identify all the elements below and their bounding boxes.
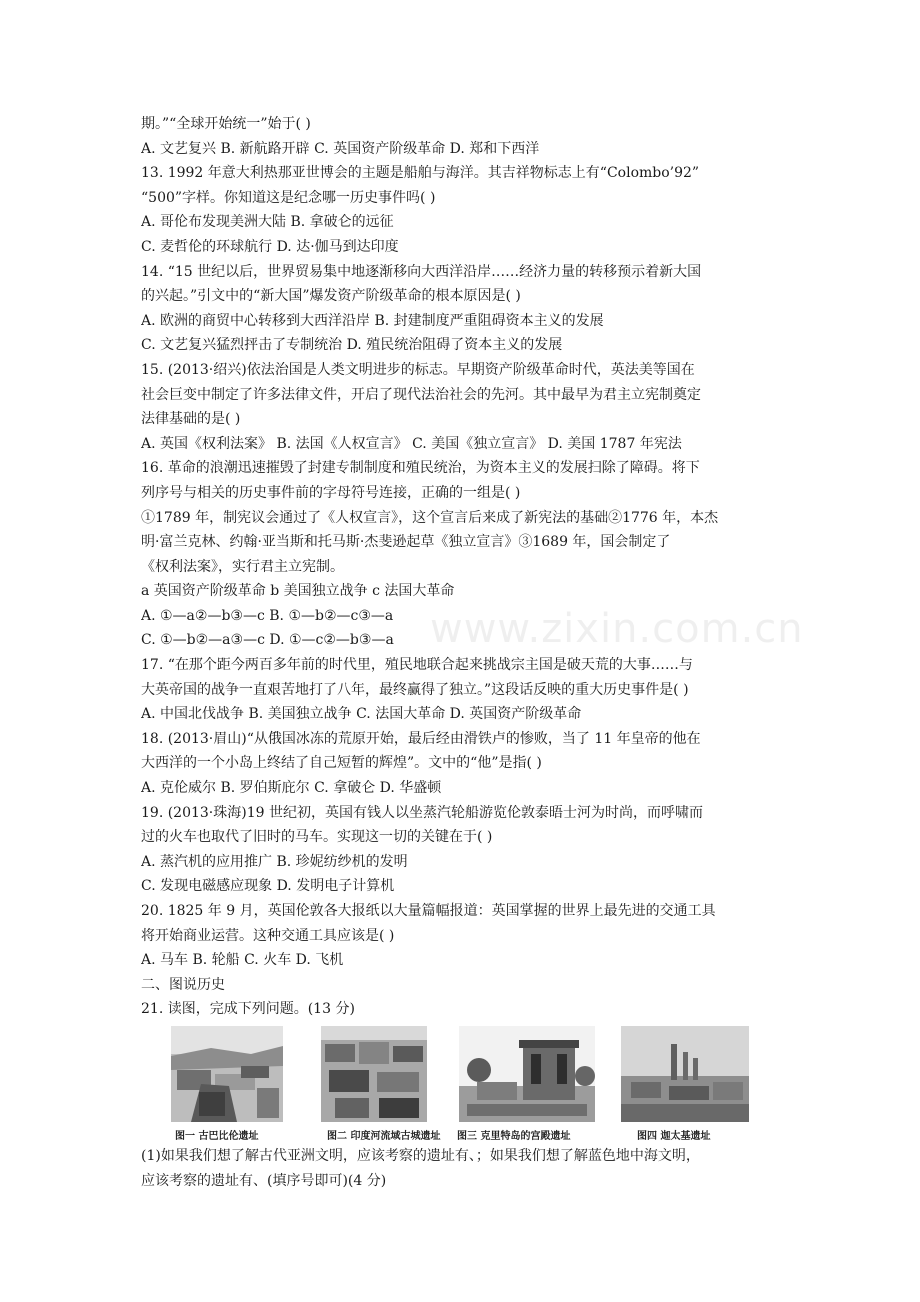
text-line: 社会巨变中制定了许多法律文件，开启了现代法治社会的先河。其中最早为君主立宪制奠定: [141, 386, 701, 403]
text-line: 18. (2013·眉山)“从俄国冰冻的荒原开始，最后经由滑铁卢的惨败，当了 11 年皇帝的他在: [141, 730, 701, 747]
text-line: A. 英国《权利法案》 B. 法国《人权宣言》 C. 美国《独立宣言》 D. 美国 1787 年宪法: [141, 435, 682, 452]
text-line: A. 蒸汽机的应用推广 B. 珍妮纺纱机的发明: [141, 853, 408, 870]
text-line: 期。”“全球开始统一”始于( ): [141, 116, 311, 132]
text-line: 14. “15 世纪以后，世界贸易集中地逐渐移向大西洋沿岸……经济力量的转移预示着新大国: [141, 263, 702, 280]
text-line: 过的火车也取代了旧时的马车。实现这一切的关键在于( ): [141, 829, 493, 846]
text-line: A. 哥伦布发现美洲大陆 B. 拿破仑的远征: [141, 214, 394, 231]
text-line: A. 文艺复兴 B. 新航路开辟 C. 英国资产阶级革命 D. 郑和下西洋: [141, 140, 540, 157]
text-line: 21. 读图，完成下列问题。(13 分): [141, 1001, 355, 1018]
text-line: A. 马车 B. 轮船 C. 火车 D. 飞机: [141, 952, 344, 969]
watermark: www.zixin.com.cn: [430, 606, 804, 652]
text-line: A. 欧洲的商贸中心转移到大西洋沿岸 B. 封建制度严重阻碍资本主义的发展: [141, 312, 604, 329]
subquestion-line: (1)如果我们想了解古代亚洲文明，应该考察的遗址有、；如果我们想了解蓝色地中海文明，: [141, 1147, 700, 1164]
subquestion-line: 应该考察的遗址有、(填序号即可)(4 分): [141, 1172, 387, 1189]
text-line: 法律基础的是( ): [141, 411, 241, 428]
text-line: C. 麦哲伦的环球航行 D. 达·伽马到达印度: [141, 238, 399, 255]
text-line: A. 中国北伐战争 B. 美国独立战争 C. 法国大革命 D. 英国资产阶级革命: [141, 706, 582, 723]
text-line: C. 发现电磁感应现象 D. 发明电子计算机: [141, 878, 395, 895]
text-line: “500”字样。你知道这是纪念哪一历史事件吗( ): [141, 189, 436, 206]
question-content: [141, 112, 791, 1193]
text-line: ①1789 年，制宪议会通过了《人权宣言》，这个宣言后来成了新宪法的基础②1776 年，本杰: [141, 509, 719, 526]
figure-4-image: [621, 1026, 749, 1122]
text-line: 16. 革命的浪潮迅速摧毁了封建专制制度和殖民统治，为资本主义的发展扫除了障碍。将下: [141, 460, 700, 477]
text-line: 20. 1825 年 9 月，英国伦敦各大报纸以大量篇幅报道：英国掌握的世界上最先进的交通工具: [141, 903, 716, 919]
text-line: 二、图说历史: [141, 976, 225, 993]
figure-3-image: [459, 1026, 595, 1122]
text-line: 13. 1992 年意大利热那亚世博会的主题是船舶与海洋。其吉祥物标志上有“Colombo’92”: [141, 165, 700, 182]
figure-3-caption: 图三 克里特岛的宫殿遗址: [457, 1130, 571, 1142]
text-line: 17. “在那个距今两百多年前的时代里，殖民地联合起来挑战宗主国是破天荒的大事……与: [141, 657, 693, 674]
text-line: 明·富兰克林、约翰·亚当斯和托马斯·杰斐逊起草《独立宣言》③1689 年，国会制定了: [141, 534, 671, 551]
text-line: 15. (2013·绍兴)依法治国是人类文明进步的标志。早期资产阶级革命时代，英法美等国在: [141, 361, 695, 378]
text-line: C. ①—b②—a③—c D. ①—c②—b③—a: [141, 632, 394, 649]
figure-2-caption: 图二 印度河流域古城遗址: [327, 1130, 441, 1142]
figure-1-caption: 图一 古巴比伦遗址: [175, 1130, 259, 1142]
figure-4-caption: 图四 迦太基遗址: [637, 1130, 711, 1142]
text-line: A. ①—a②—b③—c B. ①—b②—c③—a: [141, 607, 394, 624]
figure-1-image: [171, 1026, 283, 1122]
text-line: A. 克伦威尔 B. 罗伯斯庇尔 C. 拿破仑 D. 华盛顿: [141, 780, 442, 797]
text-line: 的兴起。”引文中的“新大国”爆发资产阶级革命的根本原因是( ): [141, 288, 521, 305]
text-line: 将开始商业运营。这种交通工具应该是( ): [141, 927, 395, 944]
question-21-subquestions: [141, 1144, 791, 1193]
text-line: 大英帝国的战争一直艰苦地打了八年，最终赢得了独立。”这段话反映的重大历史事件是( ): [141, 681, 689, 698]
text-line: 《权利法案》，实行君主立宪制。: [141, 558, 344, 575]
text-line: a 英国资产阶级革命 b 美国独立战争 c 法国大革命: [141, 583, 455, 600]
text-line: C. 文艺复兴猛烈抨击了专制统治 D. 殖民统治阻碍了资本主义的发展: [141, 337, 563, 354]
text-line: 19. (2013·珠海)19 世纪初，英国有钱人以坐蒸汽轮船游览伦敦泰晤士河为时尚，而呼啸而: [141, 804, 703, 821]
figure-2-image: [321, 1026, 427, 1122]
text-line: 大西洋的一个小岛上终结了自己短暂的辉煌”。文中的“他”是指( ): [141, 755, 542, 772]
question-lines: [141, 112, 791, 1022]
figure-row: [141, 1026, 791, 1144]
text-line: 列序号与相关的历史事件前的字母符号连接，正确的一组是( ): [141, 484, 521, 501]
